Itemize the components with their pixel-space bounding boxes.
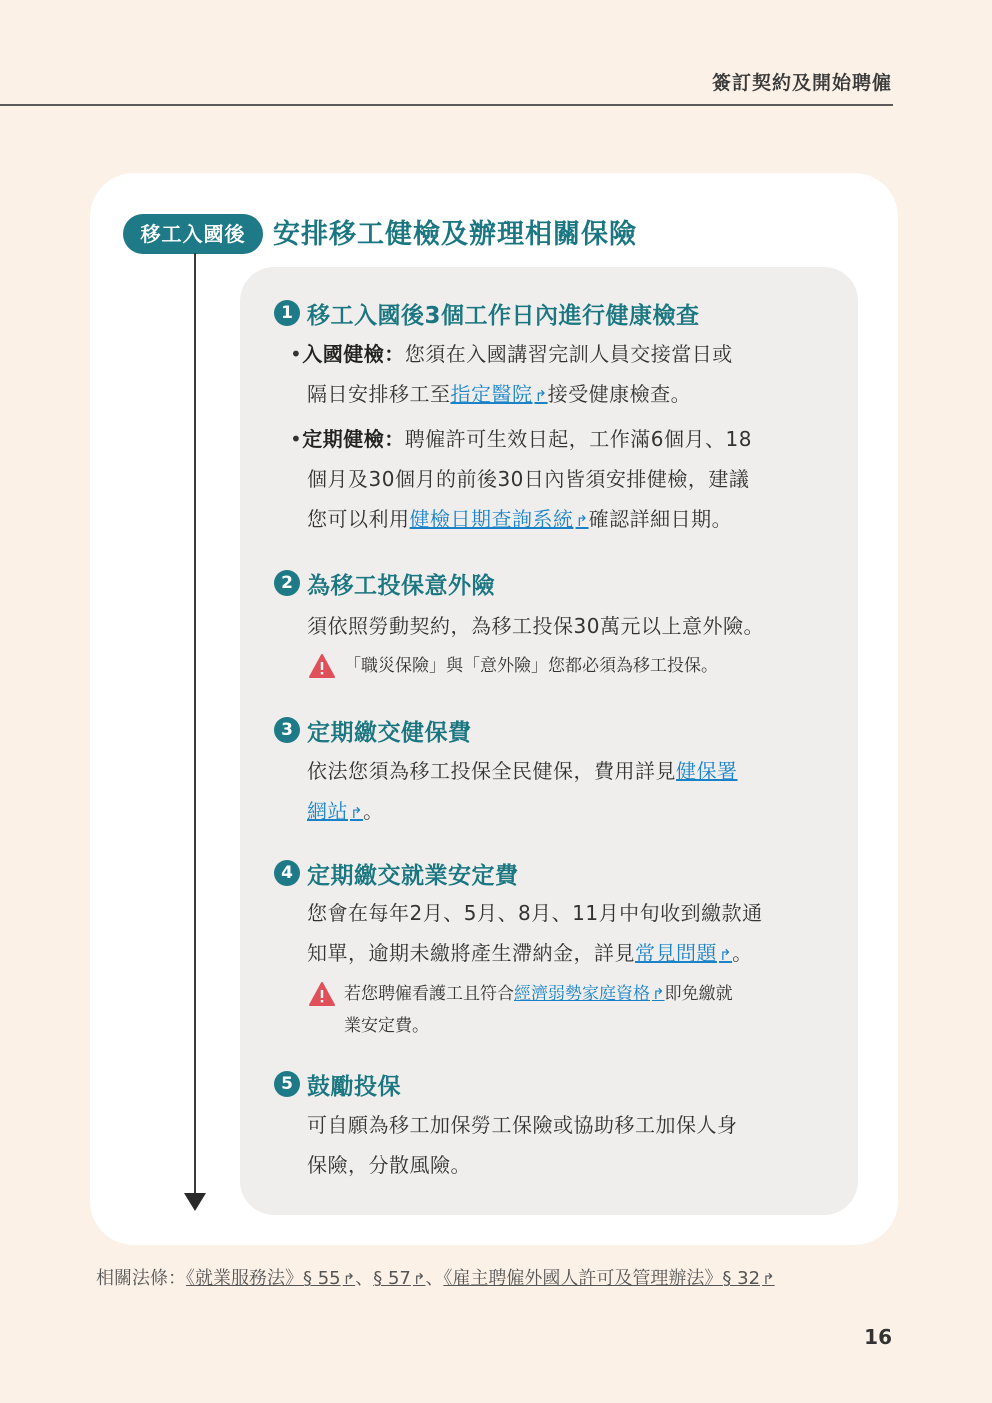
- link-text: 常見問題: [635, 941, 717, 965]
- warning-triangle-icon: [309, 982, 335, 1006]
- text: 若您聘僱看護工且符合: [344, 984, 514, 1004]
- low-income-qualification-link[interactable]: [514, 984, 665, 1004]
- step-title-2: 為移工投保意外險: [307, 573, 495, 599]
- external-link-icon: ↱: [534, 387, 548, 405]
- step-title-3: 定期繳交健保費: [307, 720, 472, 746]
- external-link-icon: ↱: [762, 1270, 775, 1288]
- step-number-5: 5: [274, 1071, 300, 1097]
- employment-fee-line2: [307, 933, 753, 975]
- separator: 、: [355, 1268, 374, 1289]
- text: 確認詳細日期。: [588, 507, 733, 531]
- link-text: 《雇主聘僱外國人許可及管理辦法》§ 32: [443, 1268, 761, 1289]
- link-text: § 57: [373, 1268, 411, 1289]
- bullet-dot: •: [290, 342, 303, 366]
- employment-service-act-55-link[interactable]: [186, 1268, 355, 1289]
- insurance-warning: 「職災保險」與「意外險」您都必須為移工投保。: [344, 656, 718, 676]
- employer-regulations-32-link[interactable]: [443, 1268, 774, 1289]
- external-link-icon: ↱: [350, 804, 364, 822]
- external-link-icon: ↱: [342, 1270, 356, 1288]
- bullet-periodic-checkup: [290, 419, 752, 459]
- external-link-icon: ↱: [719, 946, 733, 964]
- step-number-4: 4: [274, 860, 300, 886]
- external-link-icon: ↱: [575, 512, 589, 530]
- bullet-label: 入國健檢：: [302, 342, 405, 366]
- text: 知單，逾期未繳將產生滯納金，詳見: [307, 941, 635, 965]
- bullet-text: 聘僱許可生效日起，工作滿6個月、18: [404, 427, 752, 451]
- nhi-website-link-part1[interactable]: [676, 759, 738, 783]
- link-text: 經濟弱勢家庭資格: [514, 984, 650, 1004]
- health-insurance-line1: [307, 751, 738, 791]
- fee-exemption-warning-line2: 業安定費。: [344, 1016, 429, 1036]
- employment-fee-line1: 您會在每年2月、5月、8月、11月中旬收到繳款通: [307, 901, 763, 925]
- external-link-icon: ↱: [652, 985, 665, 1003]
- related-laws: [96, 1264, 775, 1290]
- text: 依法您須為移工投保全民健保，費用詳見: [307, 759, 676, 783]
- text: 即免繳就: [664, 984, 733, 1004]
- bullet-text: 您須在入國講習完訓人員交接當日或: [404, 342, 733, 366]
- link-text: 指定醫院: [450, 382, 533, 406]
- step-number-2: 2: [274, 570, 300, 596]
- page-number: 16: [864, 1325, 892, 1349]
- text: 。: [363, 799, 384, 823]
- fee-exemption-warning: [344, 978, 733, 1010]
- link-text: 網站: [307, 799, 348, 823]
- related-laws-label: 相關法條：: [96, 1268, 186, 1289]
- stage-tag: 移工入國後: [123, 214, 263, 254]
- step-title-1: 移工入國後3個工作日內進行健康檢查: [307, 303, 700, 329]
- timeline-line: [194, 253, 196, 1197]
- link-text: 健檢日期查詢系統: [409, 507, 574, 531]
- faq-link[interactable]: [635, 941, 732, 965]
- step-title-4: 定期繳交就業安定費: [307, 863, 519, 889]
- link-text: 健保署: [676, 759, 738, 783]
- designated-hospital-link[interactable]: [451, 382, 548, 406]
- header-divider: [0, 104, 893, 106]
- separator: 、: [425, 1268, 444, 1289]
- text: 接受健康檢查。: [547, 382, 692, 406]
- step-number-3: 3: [274, 717, 300, 743]
- bullet-entry-checkup: [290, 334, 733, 374]
- health-insurance-line2: [307, 791, 384, 833]
- warning-triangle-icon: [309, 654, 335, 678]
- external-link-icon: ↱: [412, 1270, 426, 1288]
- accident-insurance-text: 須依照勞動契約，為移工投保30萬元以上意外險。: [307, 614, 764, 638]
- step-title-5: 鼓勵投保: [307, 1074, 401, 1100]
- section-title: 安排移工健檢及辦理相關保險: [273, 219, 637, 250]
- text: 隔日安排移工至: [307, 382, 451, 406]
- bullet-periodic-line2: 個月及30個月的前後30日內皆須安排健檢，建議: [307, 467, 750, 491]
- bullet-periodic-line3: [307, 499, 732, 541]
- text: 您可以利用: [307, 507, 410, 531]
- bullet-label: 定期健檢：: [302, 427, 405, 451]
- link-text: 《就業服務法》§ 55: [186, 1268, 341, 1289]
- encourage-insurance-line1: 可自願為移工加保勞工保險或協助移工加保人身: [307, 1113, 738, 1137]
- step-number-1: 1: [274, 300, 300, 326]
- encourage-insurance-line2: 保險，分散風險。: [307, 1153, 471, 1177]
- bullet-entry-checkup-line2: [307, 374, 691, 416]
- nhi-website-link-part2[interactable]: [307, 799, 363, 823]
- checkup-date-query-link[interactable]: [410, 507, 589, 531]
- bullet-dot: •: [290, 427, 303, 451]
- employment-service-act-57-link[interactable]: [373, 1268, 425, 1289]
- text: 。: [732, 941, 753, 965]
- timeline-arrow-icon: [184, 1193, 206, 1211]
- header-title: 簽訂契約及開始聘僱: [711, 72, 892, 94]
